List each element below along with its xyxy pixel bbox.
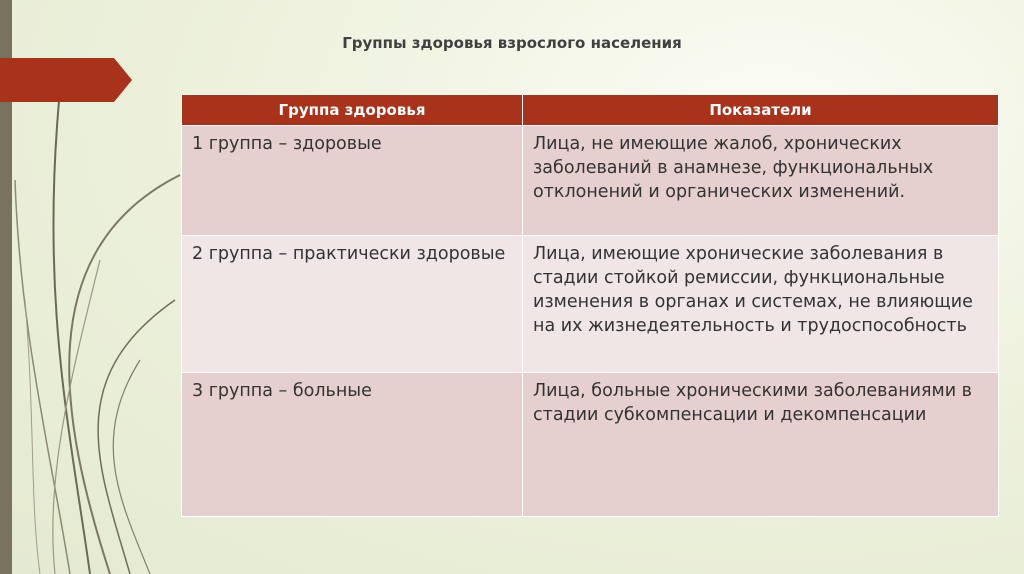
health-groups-table (181, 94, 998, 517)
table-row (182, 373, 999, 517)
table-row (182, 126, 999, 236)
slide-title: Группы здоровья взрослого населения (342, 34, 682, 52)
group-cell: 1 группа – здоровые (182, 126, 523, 236)
header-indicators: Показатели (523, 95, 999, 126)
indicators-cell: Лица, имеющие хронические заболевания в стадии стойкой ремиссии, функциональные изменения в органах и системах, не влияющие на их жизнедеятельность и трудоспособность (523, 236, 999, 373)
table-row (182, 236, 999, 373)
indicators-cell: Лица, не имеющие жалоб, хронических заболеваний в анамнезе, функциональных отклонений и органических изменений. (523, 126, 999, 236)
indicators-cell: Лица, больные хроническими заболеваниями в стадии субкомпенсации и декомпенсации (523, 373, 999, 517)
header-health-group: Группа здоровья (182, 95, 523, 126)
group-cell: 3 группа – больные (182, 373, 523, 517)
table-header-row (182, 95, 999, 126)
red-arrow-banner (0, 58, 132, 102)
group-cell: 2 группа – практически здоровые (182, 236, 523, 373)
